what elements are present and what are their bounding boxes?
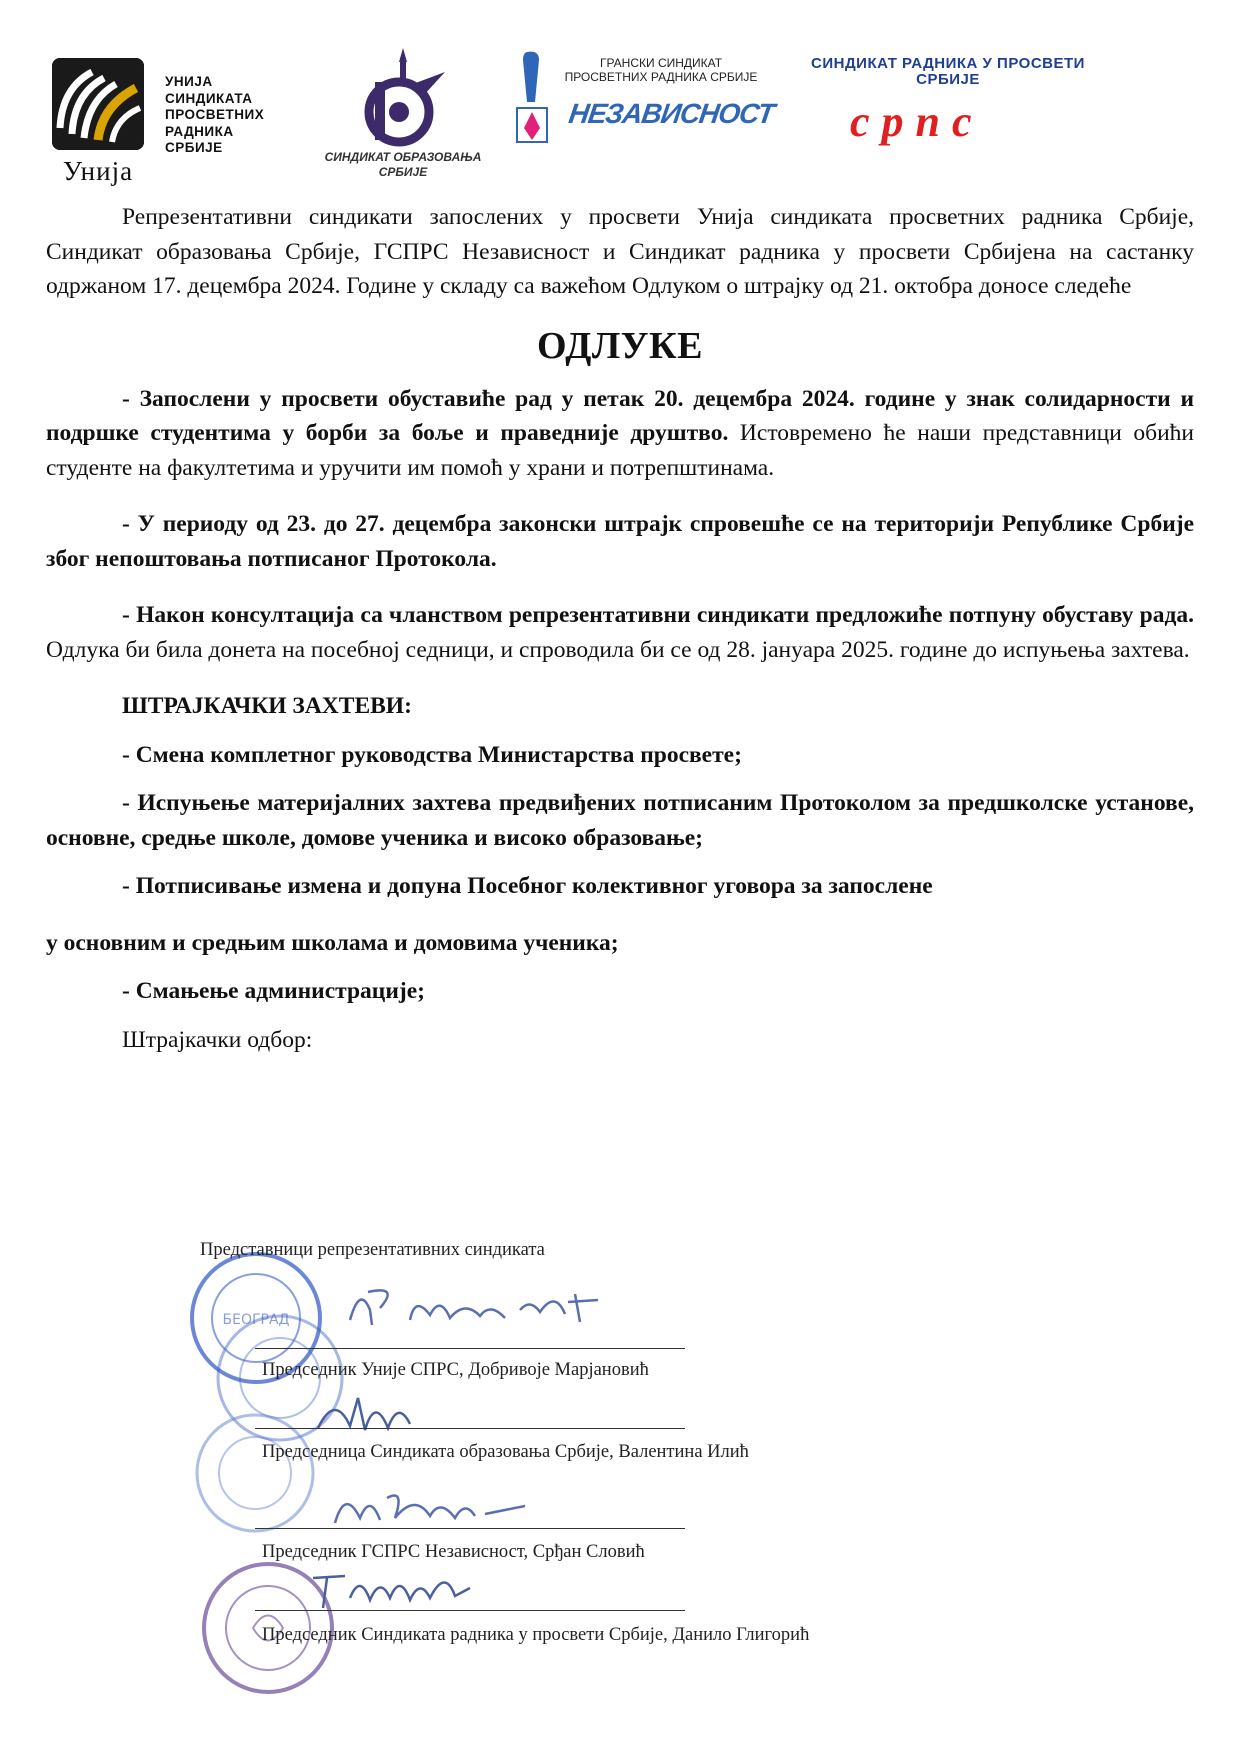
- document-title: ОДЛУКЕ: [537, 324, 703, 367]
- signature-line: [255, 1428, 685, 1429]
- sos-caption: [303, 150, 503, 180]
- signatory-role: Председница Синдиката образовања Србије, Валентина Илић: [262, 1442, 749, 1462]
- demands-heading: [46, 689, 1194, 724]
- unija-logo: [48, 58, 278, 193]
- srps-caption-line: СРБИЈЕ: [916, 71, 980, 88]
- svg-text:БЕОГРАД: БЕОГРАД: [222, 1312, 290, 1328]
- handwritten-signature-icon: [325, 1478, 545, 1538]
- demand-text: - Смена комплетног руководства Министарства просвете;: [122, 741, 742, 768]
- decision-paragraph: [46, 598, 1194, 667]
- srps-caption-line: СИНДИКАТ РАДНИКА У ПРОСВЕТИ: [811, 55, 1085, 72]
- demand-item: [46, 786, 1194, 855]
- unija-name: [165, 74, 285, 157]
- signature-block: [0, 1228, 1240, 1748]
- srps-wordmark: српс: [850, 97, 984, 146]
- pen-nib-emblem-icon: [353, 44, 453, 149]
- decision-paragraph: [46, 507, 1194, 576]
- unija-wordmark: Унија: [62, 156, 134, 186]
- demand-text: - Смањење администрације;: [122, 978, 425, 1004]
- exclamation-pen-icon: [513, 50, 553, 145]
- decision-bold-text: - Запослени у просвети обуставиће рад у петак 20. децембра 2024. године у знак солидарности и подршке студентима у борби за боље и праведније друштво.: [46, 385, 1194, 446]
- document-body: [46, 200, 1194, 1057]
- union-logos-header: [48, 40, 1192, 190]
- sos-caption-line: СИНДИКАТ ОБРАЗОВАЊА: [324, 150, 482, 164]
- intro-paragraph: Репрезентативни синдикати запослених у просвети Унија синдиката просветних радника Србије, Синдикат образовања Србије, ГСПРС Независност и Синдикат радника у просвети Србијена на састанку одржаном 17. децембра 2024. Године у складу са важећом Одлуком о штрајку од 21. октобра доносе следеће: [46, 204, 1194, 299]
- signature-line: [255, 1528, 685, 1529]
- demand-item: [46, 869, 1194, 904]
- decision-bold-text: - Након консултација са чланством репрезентативни синдикати предложиће потпуну обуставу рада.: [122, 602, 1194, 628]
- unija-line: СРБИЈЕ: [165, 140, 223, 155]
- unija-line: СИНДИКАТА: [165, 90, 253, 106]
- demand-item: [46, 738, 1194, 773]
- demand-text: - Испуњење материјалних захтева предвиђених потписаним Протоколом за предшколске установе, основне, средње школе, домове ученика и високо образовање;: [46, 790, 1194, 851]
- signatory-role: Председник ГСПРС Независност, Срђан Словић: [262, 1542, 645, 1562]
- unija-emblem-icon: [52, 58, 144, 150]
- handwritten-signature-icon: [310, 1388, 420, 1443]
- demand-item: [46, 974, 1194, 1009]
- unija-line: УНИЈА: [165, 74, 213, 89]
- sos-caption-line: СРБИЈЕ: [378, 165, 428, 179]
- demands-heading-text: ШТРАЈКАЧКИ ЗАХТЕВИ:: [122, 693, 412, 719]
- unija-line: ПРОСВЕТНИХ: [165, 107, 265, 122]
- signature-line: [255, 1348, 685, 1349]
- nezavisnost-caption-line: ПРОСВЕТНИХ РАДНИКА СРБИЈЕ: [564, 70, 758, 84]
- nezavisnost-caption-line: ГРАНСКИ СИНДИКАТ: [599, 56, 723, 70]
- signatory-role: Председник Синдиката радника у просвети Србије, Данило Глигорић: [262, 1625, 810, 1645]
- decision-bold-text: - У периоду од 23. до 27. децембра законски штрајк спровешће се на територији Републике Србије због непоштовања потписаног Протокола.: [46, 511, 1194, 572]
- demand-text: у основним и средњим школама и домовима ученика;: [46, 929, 619, 956]
- sos-logo: [303, 44, 503, 194]
- decision-text: Истовремено ће наши представници обићи студенте на факултетима и уручити им помоћ у храни и потрепштинама.: [46, 420, 1194, 481]
- signatures-heading: Представници репрезентативних синдиката: [200, 1240, 545, 1260]
- demand-item-continuation: [46, 926, 1194, 961]
- handwritten-signature-icon: [340, 1280, 610, 1340]
- signature-line: [255, 1610, 685, 1611]
- committee-label: Штрајкачки одбор:: [122, 1026, 313, 1053]
- srps-logo: [788, 56, 1108, 156]
- demand-text: - Потписивање измена и допуна Посебног колективног уговора за запослене: [122, 873, 933, 899]
- decision-text: Одлука би била донета на посебној седници, и спроводила би се од 28. јануара 2025. године до испуњења захтева.: [46, 636, 1190, 663]
- decision-paragraph: [46, 382, 1194, 486]
- nezavisnost-caption: [561, 56, 761, 84]
- srps-caption: [788, 56, 1108, 88]
- handwritten-signature-icon: [305, 1558, 485, 1618]
- unija-line: РАДНИКА: [165, 123, 234, 139]
- nezavisnost-logo: [513, 42, 833, 152]
- nezavisnost-wordmark: НЕЗАВИСНОСТ: [566, 98, 776, 129]
- signatory-role: Председник Уније СПРС, Добривоје Марјановић: [262, 1360, 649, 1380]
